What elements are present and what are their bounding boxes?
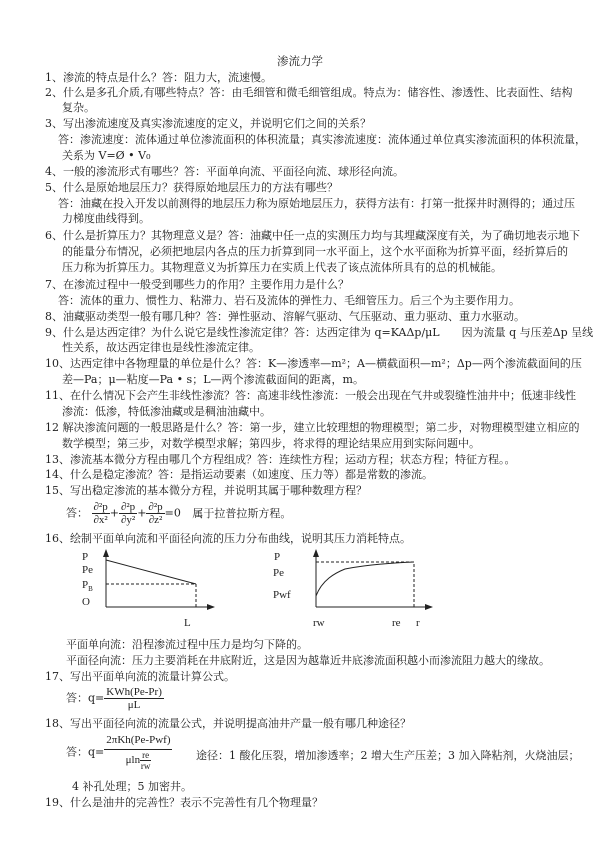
y-label: P bbox=[274, 551, 281, 563]
formula-lhs: q= bbox=[88, 745, 105, 759]
question-2: 2、什么是多孔介质,有哪些特点？答：由毛细管和微毛细管组成。特点为：储容性、渗透性、比表面性、结构 bbox=[45, 86, 573, 99]
question-19: 19、什么是油井的完善性？表示不完善性有几个物理量？ bbox=[45, 796, 323, 809]
re: re bbox=[142, 750, 150, 760]
question-4: 4、一般的渗流形式有哪些？答：平面单向流、平面径向流、球形径向流。 bbox=[45, 165, 404, 178]
answer-9-cont: 性关系，故达西定律也是线性渗流定律。 bbox=[62, 341, 260, 354]
answer-label: 答： bbox=[66, 691, 88, 705]
answer-18-ways: 途径：1 酸化压裂，增加渗透率；2 增大生产压差；3 加入降粘剂，火烧油层； bbox=[196, 749, 580, 762]
plus: + bbox=[137, 506, 147, 520]
linear-flow-chart bbox=[82, 550, 214, 629]
question-12: 12 解决渗流问题的一般思路是什么？答：第一步，建立比较理想的物理模型；第二步，对物理模型建立相应的 bbox=[45, 421, 580, 434]
question-3: 3、写出渗流速度及真实渗流速度的定义，并说明它们之间的关系？ bbox=[45, 117, 371, 130]
denominator: ∂x² bbox=[93, 514, 108, 526]
pwf-label: Pwf bbox=[273, 589, 291, 601]
question-16: 16、绘制平面单向流和平面径向流的压力分布曲线，说明其压力消耗特点。 bbox=[45, 532, 411, 545]
question-9: 9、什么是达西定律？为什么说它是线性渗流定律？答：达西定律为 q=KAΔp/μL 因为流量 q 与压差Δp 呈线 bbox=[45, 326, 594, 339]
question-15: 15、写出稳定渗流的基本微分方程，并说明其属于哪种数理方程？ bbox=[45, 484, 367, 497]
answer-label: 答： bbox=[66, 506, 88, 520]
pe-label: Pe bbox=[273, 567, 284, 579]
answer-10-cont: 差—Pa；μ—粘度—Pa • s；L—两个渗流截面间的距离，m。 bbox=[62, 373, 364, 386]
answer-16-linear: 平面单向流：沿程渗流过程中压力是均匀下降的。 bbox=[66, 638, 308, 651]
question-5: 5、什么是原始地层压力？获得原始地层压力的方法有哪些？ bbox=[45, 181, 338, 194]
pb-label: $P_B$ bbox=[82, 579, 93, 593]
question-8: 8、油藏驱动类型一般有哪几种？答：弹性驱动、溶解气驱动、气压驱动、重力驱动、重力水驱动。 bbox=[45, 310, 525, 323]
answer-5-cont: 力梯度曲线得到。 bbox=[62, 212, 150, 225]
fraction bbox=[104, 686, 164, 711]
page-title: 渗流力学 bbox=[277, 54, 323, 68]
plus: + bbox=[109, 506, 119, 520]
answer-7: 答：流体的重力、惯性力、粘滞力、岩石及流体的弹性力、毛细管压力。后三个为主要作用力。 bbox=[58, 294, 520, 307]
answer-11-cont: 渗流：低渗，特低渗油藏或是稠油油藏中。 bbox=[62, 405, 271, 418]
answer-12-cont: 数学模型；第三步，对数学模型求解；第四步，将求得的理论结果应用到实际问题中。 bbox=[62, 437, 480, 450]
dashed-guide bbox=[106, 584, 196, 607]
mu-ln: μln bbox=[125, 754, 141, 767]
numerator: ∂²p bbox=[120, 501, 136, 513]
x-label: L bbox=[184, 617, 191, 629]
equation-note: 属于拉普拉斯方程。 bbox=[192, 506, 292, 520]
answer-3-cont: 关系为 V=Ø • V₀ bbox=[62, 149, 151, 162]
denominator: μL bbox=[127, 699, 141, 711]
radial-flow-chart bbox=[273, 550, 432, 629]
answer-6-cont2: 压力称为折算压力。其物理意义为折算压力在实质上代表了该点流体所具有的总的机械能。 bbox=[62, 261, 502, 274]
question-1: 1、渗流的特点是什么？答：阻力大，流速慢。 bbox=[45, 71, 272, 84]
answer-6-cont1: 的能量分布情况，必须把地层内各点的压力折算到同一水平面上，这个水平面称为折算平面，经折算后的 bbox=[62, 245, 568, 258]
pe-label: Pe bbox=[82, 564, 93, 576]
formula-lhs: q= bbox=[88, 691, 105, 705]
rw-label: rw bbox=[313, 617, 325, 629]
question-14: 14、什么是稳定渗流？答：是指运动要素（如速度、压力等）都是常数的渗流。 bbox=[45, 468, 433, 481]
pressure-line bbox=[106, 560, 196, 584]
answer-16-radial: 平面径向流：压力主要消耗在井底附近，这是因为越靠近井底渗流面积越小而渗流阻力越大的缘故。 bbox=[66, 654, 550, 667]
question-17: 17、写出平面单向流的流量计算公式。 bbox=[45, 670, 235, 683]
radial-flow-formula bbox=[66, 734, 172, 771]
equals-zero: =0 bbox=[164, 506, 181, 520]
linear-flow-formula bbox=[66, 686, 164, 711]
radius-ratio bbox=[140, 750, 151, 771]
denominator: ∂z² bbox=[148, 514, 163, 526]
question-13: 13、渗流基本微分方程由哪几个方程组成？答：连续性方程；运动方程；状态方程；特征方程。。 bbox=[45, 453, 516, 466]
question-10: 10、达西定律中各物理量的单位是什么？答：K—渗透率—m²；A—横截面积—m²；Δp—两个渗流截面间的压 bbox=[45, 357, 582, 370]
dashed-guide bbox=[316, 562, 414, 607]
pressure-curve bbox=[316, 562, 414, 596]
y-label: P bbox=[82, 551, 89, 563]
question-11: 11、在什么情况下会产生非线性渗流？答：高速非线性渗流：一般会出现在气井或裂缝性油井中；低速非线性 bbox=[45, 389, 576, 402]
fraction bbox=[104, 734, 172, 771]
question-7: 7、在渗流过程中一般受到哪些力的作用？主要作用力是什么？ bbox=[45, 278, 349, 291]
numerator: ∂²p bbox=[93, 501, 108, 513]
question-18: 18、写出平面径向流的流量公式，并说明提高油井产量一般有哪几种途径？ bbox=[45, 717, 411, 730]
origin-label: O bbox=[82, 596, 90, 608]
numerator: ∂²p bbox=[148, 501, 163, 513]
answer-label: 答： bbox=[66, 745, 88, 759]
re-label: re bbox=[392, 617, 401, 629]
numerator: 2πKh(Pe-Pwf) bbox=[104, 734, 172, 750]
denominator: ∂y² bbox=[120, 514, 136, 526]
denominator bbox=[126, 750, 151, 771]
rw: rw bbox=[140, 761, 151, 771]
answer-3: 答：渗流速度：流体通过单位渗流面积的体积流量；真实渗流速度：流体通过单位真实渗流面积的体积流量， bbox=[58, 133, 586, 146]
question-6: 6、什么是折算压力？其物理意义是？答：油藏中任一点的实测压力均与其埋藏深度有关，为了确切地表示地下 bbox=[45, 229, 580, 242]
answer-5: 答：油藏在投入开发以前测得的地层压力称为原始地层压力，获得方法有：打第一批探井时测得的；通过压 bbox=[58, 197, 575, 210]
question-2-cont: 复杂。 bbox=[62, 101, 95, 114]
x-label: r bbox=[416, 617, 420, 629]
numerator: KWh(Pe-Pr) bbox=[106, 686, 162, 698]
answer-18-ways-cont: 4 补孔处理；5 加密井。 bbox=[72, 780, 192, 793]
